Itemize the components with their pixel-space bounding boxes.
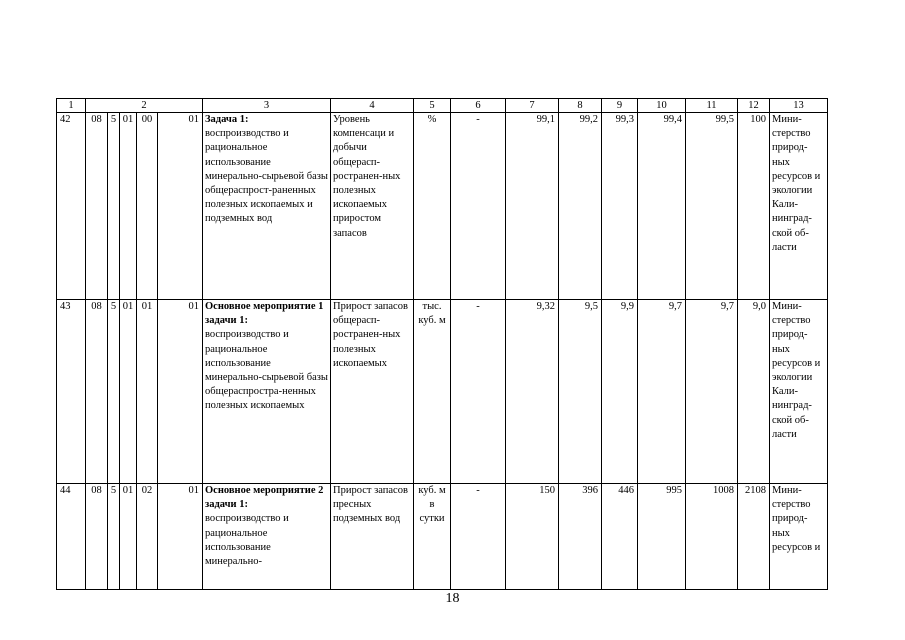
- row-number: 44: [57, 484, 86, 590]
- indicator-cell: Прирост запасов пресных подземных вод: [331, 484, 414, 590]
- table-row: [57, 484, 828, 590]
- code-cell: 5: [108, 484, 120, 590]
- value-cell: 2108: [738, 484, 770, 590]
- dash-cell: -: [451, 113, 506, 300]
- value-cell: 99,4: [638, 113, 686, 300]
- code-cell: 01: [120, 484, 137, 590]
- header-cell: 8: [559, 99, 602, 113]
- header-cell: 12: [738, 99, 770, 113]
- header-cell: 11: [686, 99, 738, 113]
- page-number: 18: [445, 591, 460, 606]
- value-cell: 99,1: [506, 113, 559, 300]
- code-cell: 01: [120, 300, 137, 484]
- dash-cell: -: [451, 300, 506, 484]
- code-spacer: [158, 484, 179, 590]
- header-cell: 4: [331, 99, 414, 113]
- unit-cell: %: [414, 113, 451, 300]
- code-cell: 01: [179, 300, 203, 484]
- task-cell: [203, 484, 331, 590]
- code-cell: 08: [86, 300, 108, 484]
- row-number: 43: [57, 300, 86, 484]
- header-row: [57, 99, 828, 113]
- header-cell: 3: [203, 99, 331, 113]
- value-cell: 9,5: [559, 300, 602, 484]
- value-cell: 99,5: [686, 113, 738, 300]
- code-cell: 01: [179, 113, 203, 300]
- value-cell: 99,2: [559, 113, 602, 300]
- value-cell: 995: [638, 484, 686, 590]
- value-cell: 446: [602, 484, 638, 590]
- header-cell: 6: [451, 99, 506, 113]
- executor-cell: Мини-стерство природ-ных ресурсов и: [770, 484, 828, 590]
- code-cell: 00: [137, 113, 158, 300]
- header-cell: 2: [86, 99, 203, 113]
- value-cell: 9,9: [602, 300, 638, 484]
- indicator-cell: Прирост запасов общерасп-ространен-ных полезных ископаемых: [331, 300, 414, 484]
- header-cell: 13: [770, 99, 828, 113]
- task-cell: [203, 113, 331, 300]
- unit-cell: тыс. куб. м: [414, 300, 451, 484]
- table-row: [57, 300, 828, 484]
- code-cell: 5: [108, 113, 120, 300]
- task-description: воспроизводство и рациональное использование минерально-сырьевой базы общераспростра-ненных полезных ископаемых: [205, 329, 328, 412]
- code-spacer: [158, 300, 179, 484]
- table-row: [57, 113, 828, 300]
- task-title: Задача 1:: [205, 114, 249, 125]
- value-cell: 9,7: [686, 300, 738, 484]
- task-cell: [203, 300, 331, 484]
- value-cell: 150: [506, 484, 559, 590]
- task-description: воспроизводство и рациональное использование минерально-сырьевой базы общераспрост-раненных полезных ископаемых и подземных вод: [205, 128, 328, 225]
- task-description: воспроизводство и рациональное использование минерально-: [205, 513, 289, 568]
- header-cell: 5: [414, 99, 451, 113]
- value-cell: 100: [738, 113, 770, 300]
- code-cell: 01: [179, 484, 203, 590]
- dash-cell: -: [451, 484, 506, 590]
- data-table: [56, 98, 828, 590]
- code-cell: 08: [86, 113, 108, 300]
- code-cell: 01: [137, 300, 158, 484]
- header-cell: 10: [638, 99, 686, 113]
- executor-cell: Мини-стерство природ-ных ресурсов и экологии Кали-нинград-ской об-ласти: [770, 300, 828, 484]
- task-title: Основное мероприятие 2 задачи 1:: [205, 485, 324, 511]
- unit-cell: куб. м в сутки: [414, 484, 451, 590]
- header-cell: 1: [57, 99, 86, 113]
- code-cell: 01: [120, 113, 137, 300]
- code-cell: 5: [108, 300, 120, 484]
- value-cell: 9,7: [638, 300, 686, 484]
- value-cell: 9,32: [506, 300, 559, 484]
- task-title: Основное мероприятие 1 задачи 1:: [205, 301, 324, 327]
- value-cell: 9,0: [738, 300, 770, 484]
- indicator-cell: Уровень компенсаци и добычи общерасп-ространен-ных полезных ископаемых приростом запасов: [331, 113, 414, 300]
- code-cell: 02: [137, 484, 158, 590]
- header-cell: 7: [506, 99, 559, 113]
- row-number: 42: [57, 113, 86, 300]
- code-cell: 08: [86, 484, 108, 590]
- value-cell: 99,3: [602, 113, 638, 300]
- value-cell: 1008: [686, 484, 738, 590]
- executor-cell: Мини-стерство природ-ных ресурсов и экологии Кали-нинград-ской об-ласти: [770, 113, 828, 300]
- code-spacer: [158, 113, 179, 300]
- header-cell: 9: [602, 99, 638, 113]
- value-cell: 396: [559, 484, 602, 590]
